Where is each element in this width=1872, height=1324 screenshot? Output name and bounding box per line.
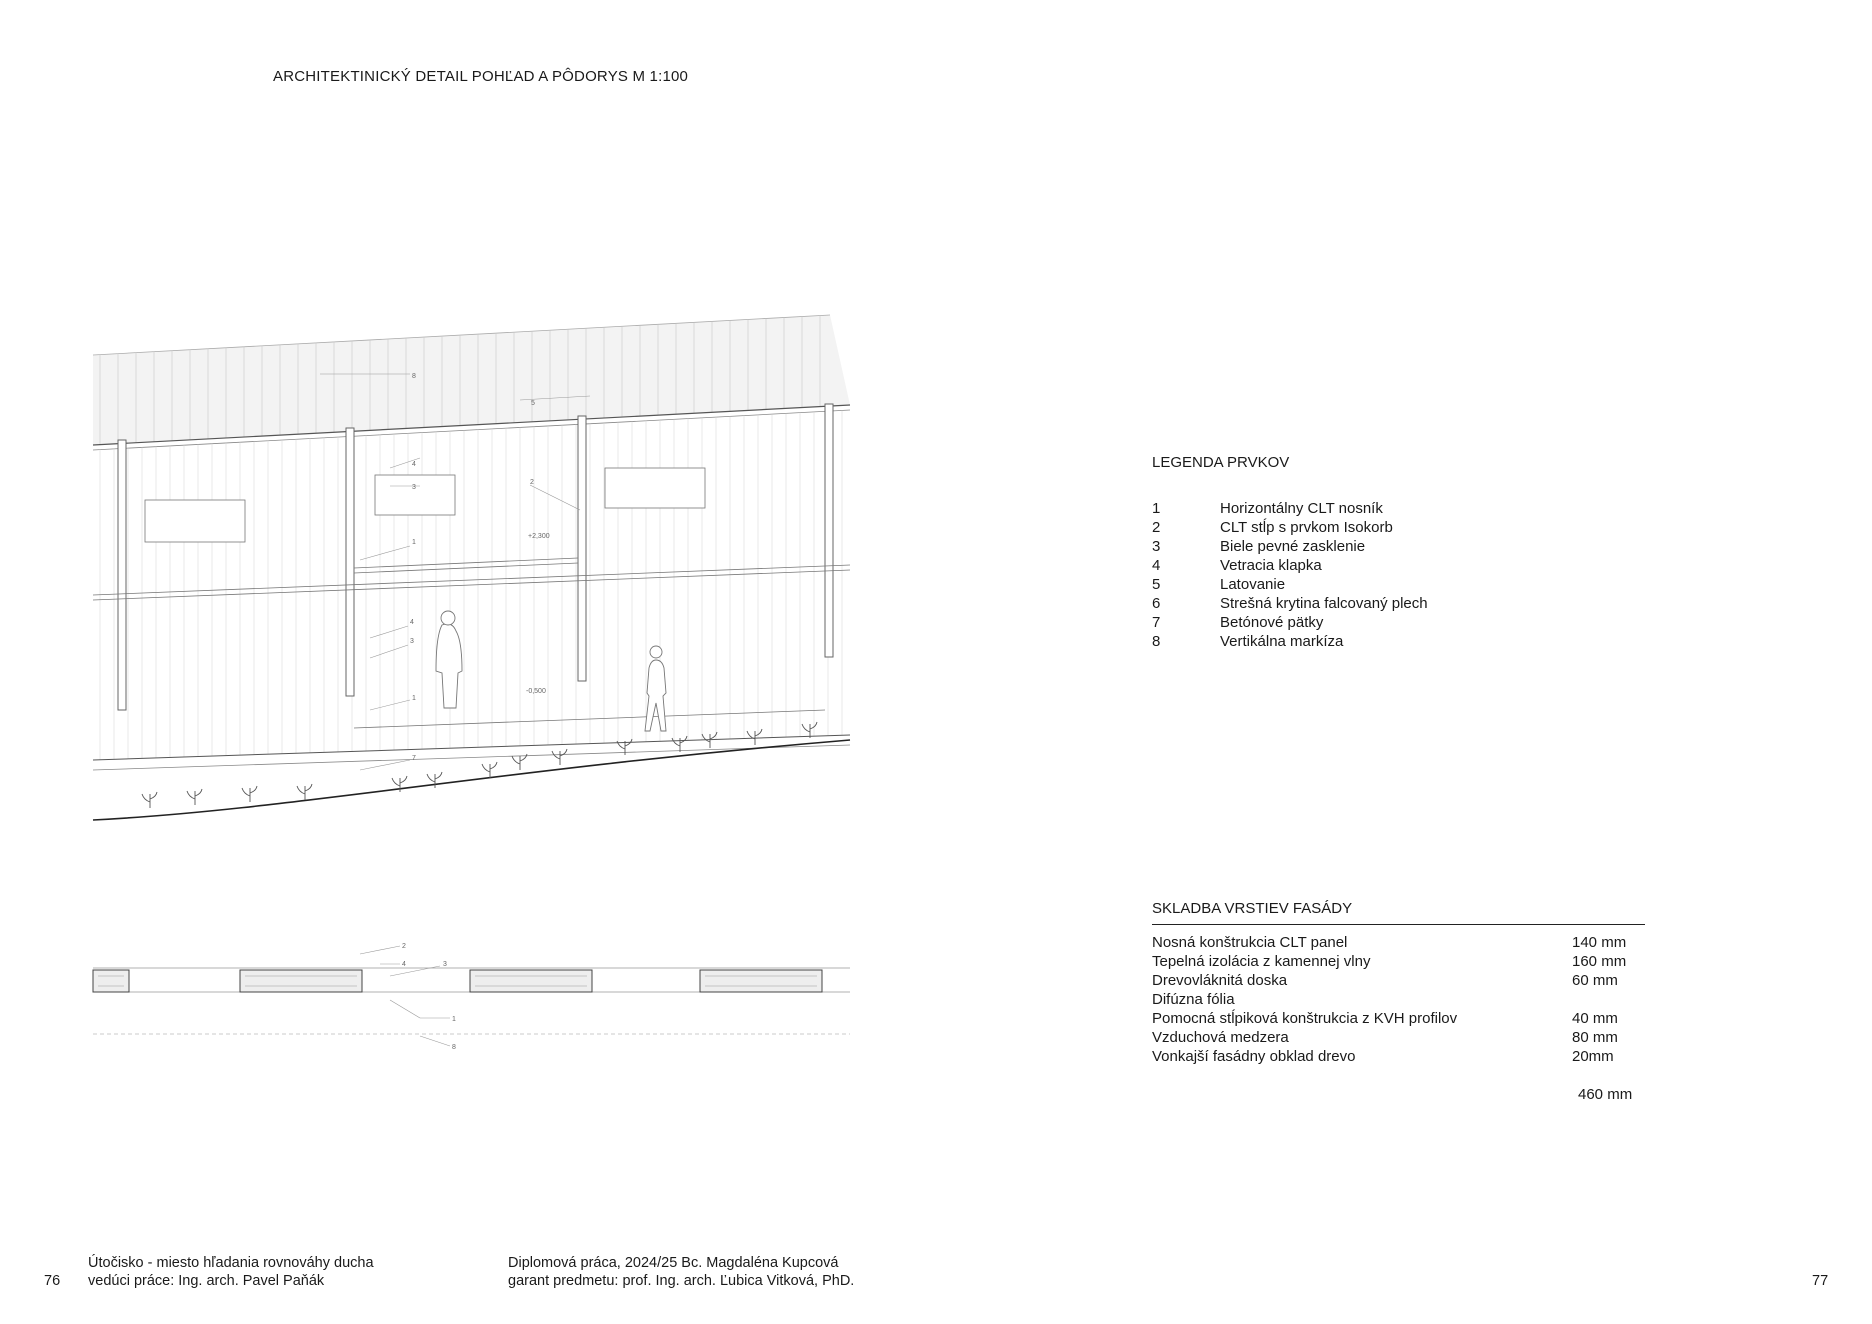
elevation-label-1: 1 <box>412 539 416 546</box>
layer-row <box>1152 1028 1632 1047</box>
elevation-label-4b: 4 <box>410 619 414 626</box>
layer-row <box>1152 971 1632 990</box>
layers-title: SKLADBA VRSTIEV FASÁDY <box>1152 900 1353 917</box>
layer-value: 60 mm <box>1572 972 1618 989</box>
layers-total: 460 mm <box>1578 1086 1633 1103</box>
elevation-label-5: 5 <box>531 400 535 407</box>
level-lower: -0,500 <box>526 688 546 695</box>
legend-number: 3 <box>1152 538 1161 555</box>
page-number-right: 77 <box>1812 1273 1829 1289</box>
legend-item <box>1152 537 1428 556</box>
layer-row <box>1152 952 1632 971</box>
legend-text: Latovanie <box>1220 576 1286 593</box>
floor-plan-view <box>93 943 850 1051</box>
layer-name: Vzduchová medzera <box>1152 1029 1289 1046</box>
layer-row <box>1152 990 1632 1009</box>
layer-row <box>1152 933 1632 952</box>
architectural-drawing <box>90 300 860 1100</box>
elevation-label-8: 8 <box>412 373 416 380</box>
plan-label-8: 8 <box>452 1044 456 1051</box>
legend-number: 1 <box>1152 500 1161 517</box>
footer-left <box>88 1254 374 1290</box>
elevation-label-1b: 1 <box>412 695 416 702</box>
legend-text: Betónové pätky <box>1220 614 1324 631</box>
legend-item <box>1152 594 1428 613</box>
legend-number: 2 <box>1152 519 1161 536</box>
elevation-view <box>93 315 850 820</box>
layer-name: Difúzna fólia <box>1152 991 1235 1008</box>
legend-number: 5 <box>1152 576 1161 593</box>
layer-value: 80 mm <box>1572 1029 1618 1046</box>
layer-row <box>1152 1009 1632 1028</box>
supervisor: vedúci práce: Ing. arch. Pavel Paňák <box>88 1273 325 1289</box>
plan-label-1: 1 <box>452 1016 456 1023</box>
legend-item <box>1152 632 1428 651</box>
layer-value: 40 mm <box>1572 1010 1618 1027</box>
elevation-label-3: 3 <box>412 484 416 491</box>
plan-label-3: 3 <box>443 961 447 968</box>
plan-label-4: 4 <box>402 961 406 968</box>
plan-label-2: 2 <box>402 943 406 950</box>
legend-item <box>1152 575 1428 594</box>
footer-middle <box>508 1254 854 1290</box>
layer-name: Pomocná stĺpiková konštrukcia z KVH profilov <box>1152 1010 1458 1027</box>
legend-item <box>1152 499 1428 518</box>
legend-text: CLT stĺp s prvkom Isokorb <box>1220 519 1393 536</box>
elevation-label-7: 7 <box>412 755 416 762</box>
legend-title: LEGENDA PRVKOV <box>1152 454 1290 471</box>
level-upper: +2,300 <box>528 533 550 540</box>
legend-text: Horizontálny CLT nosník <box>1220 500 1383 517</box>
page-number-left: 76 <box>44 1273 61 1289</box>
legend-text: Biele pevné zasklenie <box>1220 538 1366 555</box>
layer-name: Vonkajší fasádny obklad drevo <box>1152 1048 1356 1065</box>
legend-text: Strešná krytina falcovaný plech <box>1220 595 1428 612</box>
thesis-info: Diplomová práca, 2024/25 Bc. Magdaléna Kupcová <box>508 1255 839 1271</box>
layer-name: Tepelná izolácia z kamennej vlny <box>1152 953 1371 970</box>
legend-item <box>1152 556 1428 575</box>
legend-item <box>1152 613 1428 632</box>
legend-text: Vetracia klapka <box>1220 557 1322 574</box>
layer-value: 160 mm <box>1572 953 1627 970</box>
layer-name: Nosná konštrukcia CLT panel <box>1152 934 1348 951</box>
elevation-label-4: 4 <box>412 461 416 468</box>
elevation-label-2: 2 <box>530 479 534 486</box>
legend-number: 7 <box>1152 614 1161 631</box>
layer-value <box>1572 990 1632 1009</box>
page-heading: ARCHITEKTINICKÝ DETAIL POHĽAD A PÔDORYS M 1:100 <box>273 68 689 85</box>
layer-row <box>1152 1047 1632 1066</box>
thesis-title: Útočisko - miesto hľadania rovnováhy ducha <box>88 1255 374 1271</box>
legend-number: 8 <box>1152 633 1161 650</box>
layer-value: 140 mm <box>1572 934 1627 951</box>
layers-list <box>1152 933 1632 1066</box>
legend-item <box>1152 518 1428 537</box>
legend-number: 4 <box>1152 557 1161 574</box>
legend-number: 6 <box>1152 595 1161 612</box>
layers-divider <box>1152 924 1645 925</box>
legend-text: Vertikálna markíza <box>1220 633 1344 650</box>
layer-name: Drevovláknitá doska <box>1152 972 1288 989</box>
guarantor: garant predmetu: prof. Ing. arch. Ľubica Vitková, PhD. <box>508 1273 855 1289</box>
elevation-label-3b: 3 <box>410 638 414 645</box>
layer-value: 20mm <box>1572 1048 1614 1065</box>
legend-list <box>1152 499 1428 651</box>
